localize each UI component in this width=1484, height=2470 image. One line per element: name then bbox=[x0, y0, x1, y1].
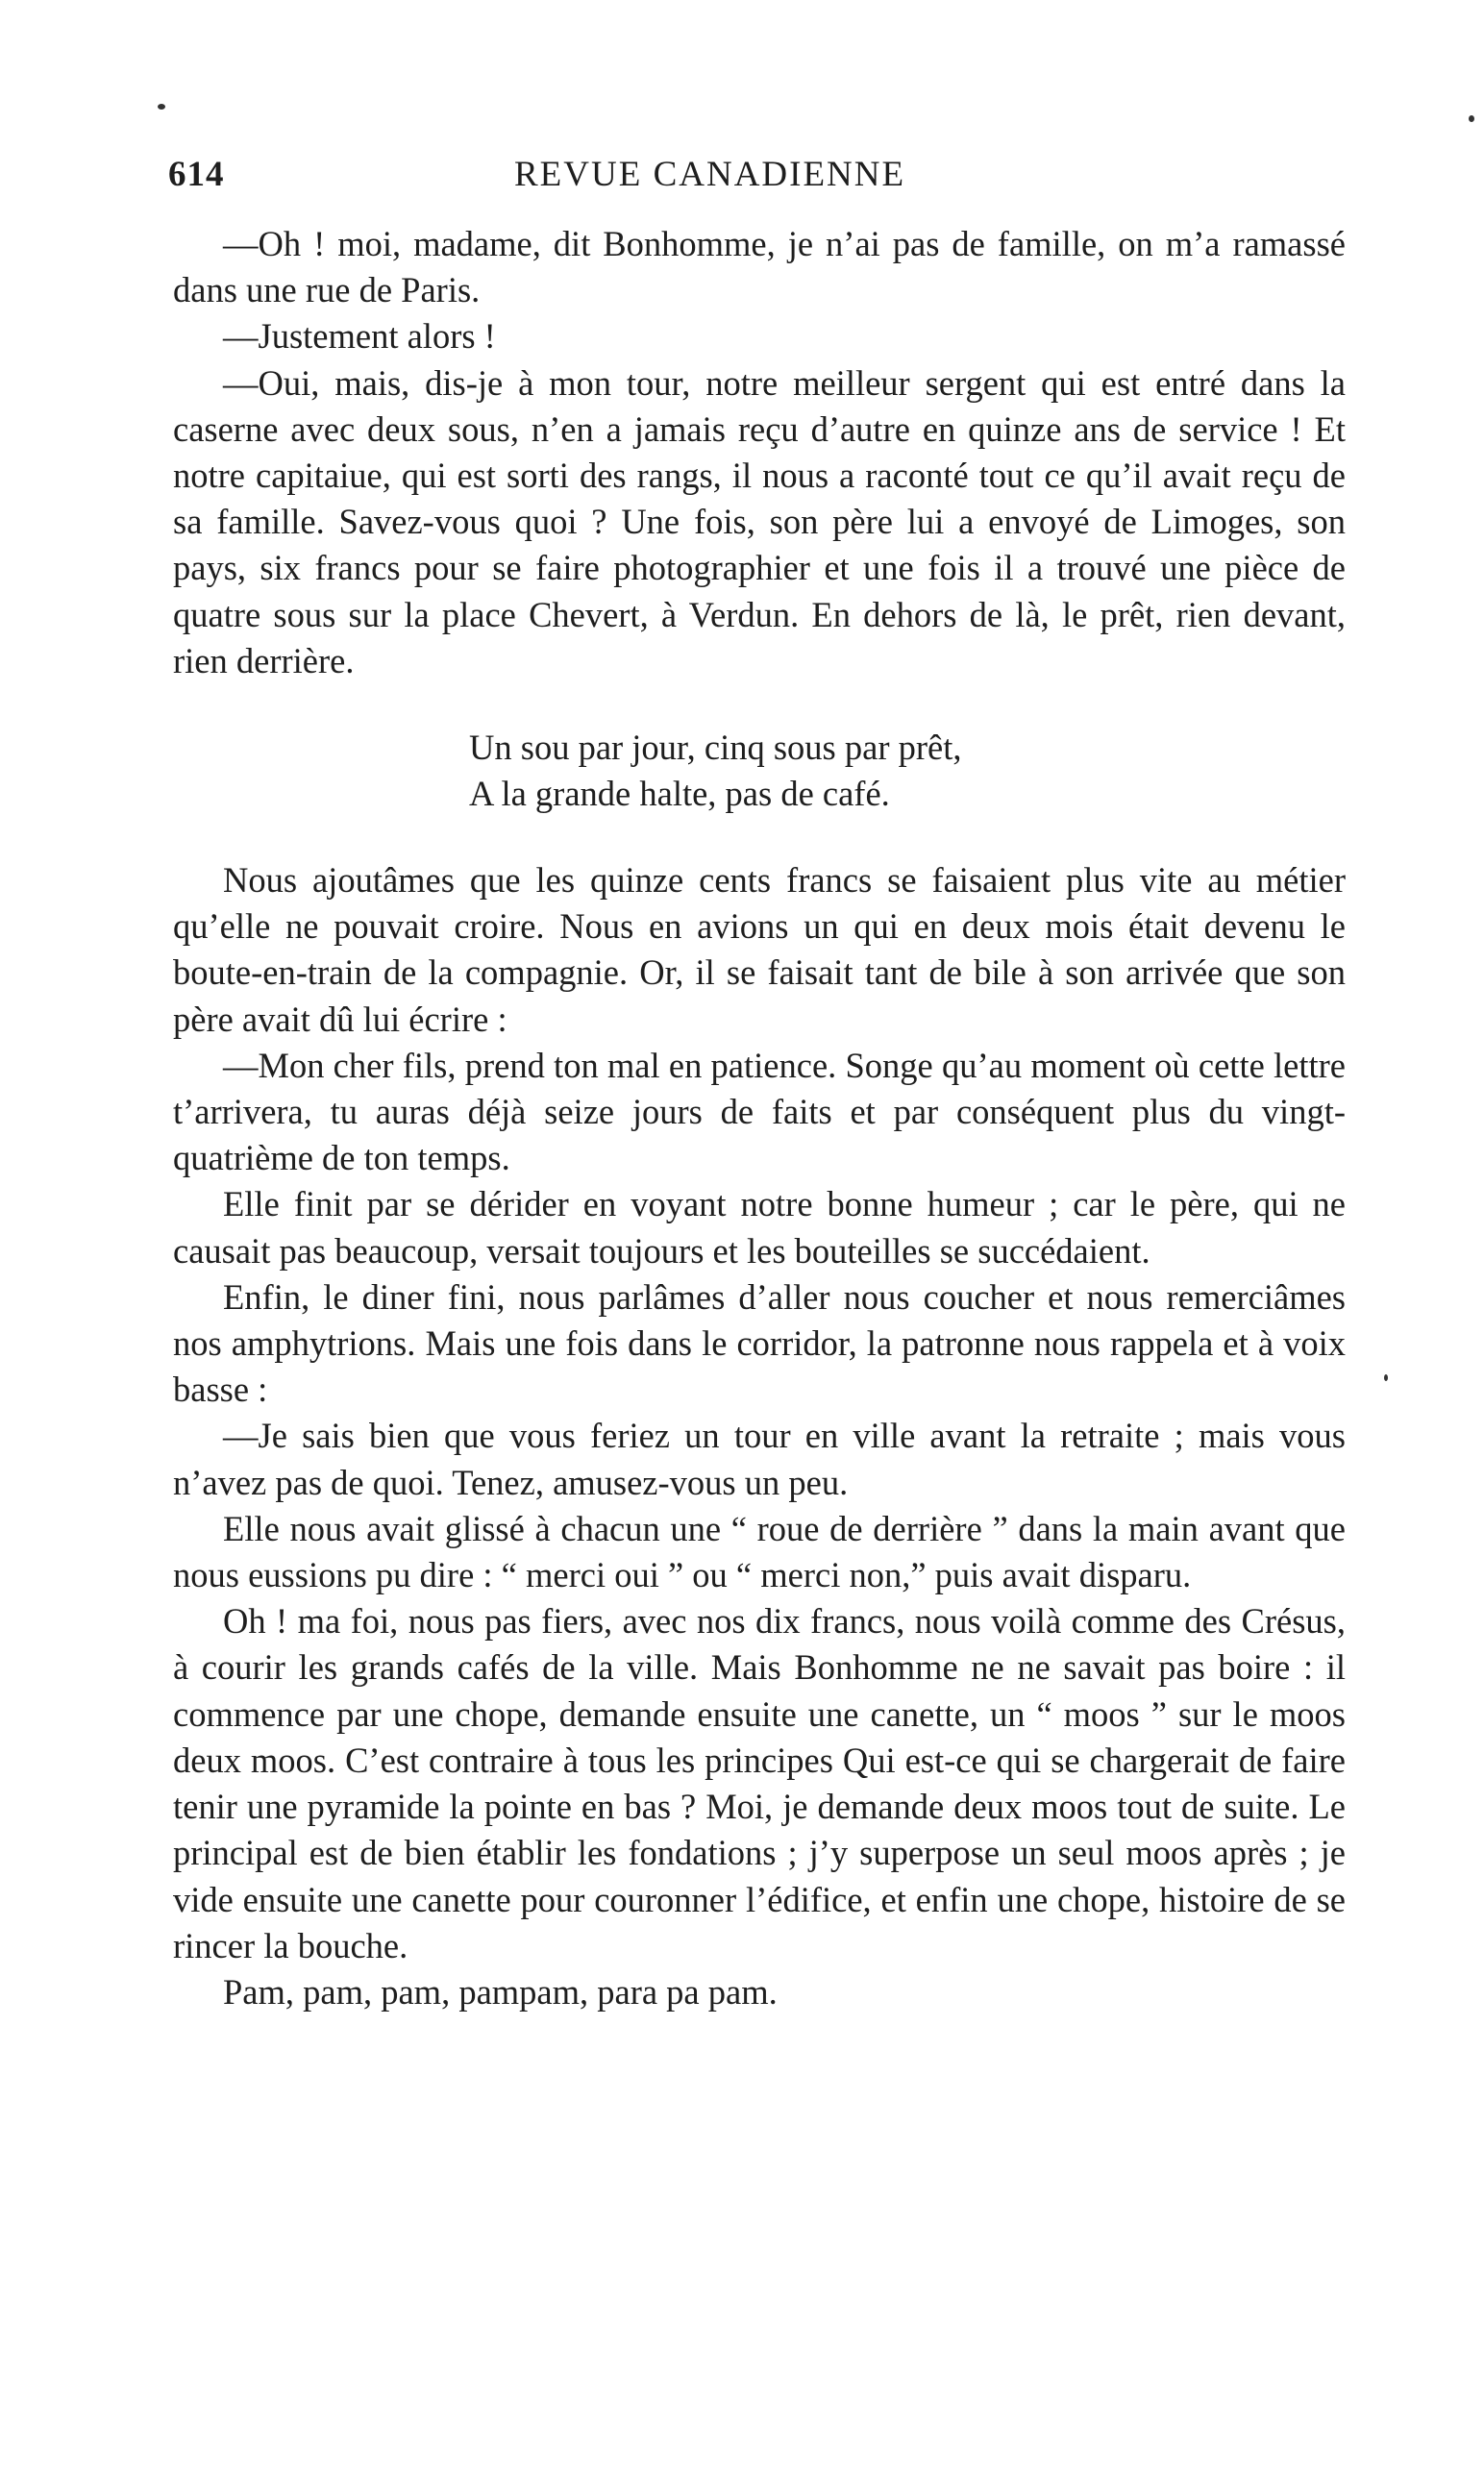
verse-block bbox=[469, 725, 1346, 817]
paragraph: —Oui, mais, dis-je à mon tour, notre meilleur sergent qui est entré dans la caserne avec deux sous, n’en a jamais reçu d’autre en quinze ans de service ! Et notre capitaiue, qui est sorti des rangs, il nous a raconté tout ce qu’il avait reçu de sa famille. Savez-vous quoi ? Une fois, son père lui a envoyé de Limoges, son pays, six francs pour se faire photographier et une fois il a trouvé une pièce de quatre sous sur la place Chevert, à Verdun. En dehors de là, le prêt, rien devant, rien derrière. bbox=[173, 362, 1346, 680]
paragraph: —Oh ! moi, madame, dit Bonhomme, je n’ai pas de famille, on m’a ramassé dans une rue de Paris. bbox=[173, 224, 1346, 310]
ink-speck bbox=[158, 104, 165, 110]
paragraph: —Justement alors ! bbox=[223, 316, 496, 357]
paragraph: Enfin, le diner fini, nous parlâmes d’aller nous coucher et nous remerciâmes nos amphytrions. Mais une fois dans le corridor, la patronne nous rappela et à voix basse : bbox=[173, 1276, 1346, 1410]
paragraph: Elle nous avait glissé à chacun une “ roue de derrière ” dans la main avant que nous eussions pu dire : “ merci oui ” ou “ merci non,” puis avait disparu. bbox=[173, 1508, 1346, 1595]
paragraph: Pam, pam, pam, pampam, para pa pam. bbox=[223, 1971, 778, 2012]
paragraph: Oh ! ma foi, nous pas fiers, avec nos dix francs, nous voilà comme des Crésus, à courir les grands cafés de la ville. Mais Bonhomme ne ne savait pas boire : il commence par une chope, demande ensuite une canette, un “ moos ” sur le moos deux moos. C’est contraire à tous les principes Qui est-ce qui se chargerait de faire tenir une pyramide la pointe en bas ? Moi, je demande deux moos tout de suite. Le principal est de bien établir les fondations ; j’y superpose un seul moos après ; je vide ensuite une canette pour couronner l’édifice, et enfin une chope, histoire de se rincer la bouche. bbox=[173, 1601, 1346, 1965]
body-text bbox=[173, 221, 1346, 2015]
ink-speck bbox=[1469, 115, 1474, 122]
paragraph: Nous ajoutâmes que les quinze cents francs se faisaient plus vite au métier qu’elle ne pouvait croire. Nous en avions un qui en deux mois était devenu le boute-en-train de la compagnie. Or, il se faisait tant de bile à son arrivée que son père avait dû lui écrire : bbox=[173, 860, 1346, 1039]
page-header bbox=[168, 154, 1350, 211]
paragraph: Elle finit par se dérider en voyant notre bonne humeur ; car le père, qui ne causait pas beaucoup, versait toujours et les bouteilles se succédaient. bbox=[173, 1184, 1346, 1271]
paragraph: —Je sais bien que vous feriez un tour en ville avant la retraite ; mais vous n’avez pas de quoi. Tenez, amusez-vous un peu. bbox=[173, 1416, 1346, 1502]
verse-line: Un sou par jour, cinq sous par prêt, bbox=[469, 728, 962, 768]
paragraph: —Mon cher fils, prend ton mal en patience. Songe qu’au moment où cette lettre t’arrivera, tu auras déjà seize jours de faits et par conséquent plus du vingt-quatrième de ton temps. bbox=[173, 1045, 1346, 1178]
ink-speck bbox=[1384, 1374, 1388, 1381]
page-number: 614 bbox=[168, 155, 225, 194]
running-title: REVUE CANADIENNE bbox=[514, 155, 906, 194]
verse-line: A la grande halte, pas de café. bbox=[469, 774, 890, 814]
